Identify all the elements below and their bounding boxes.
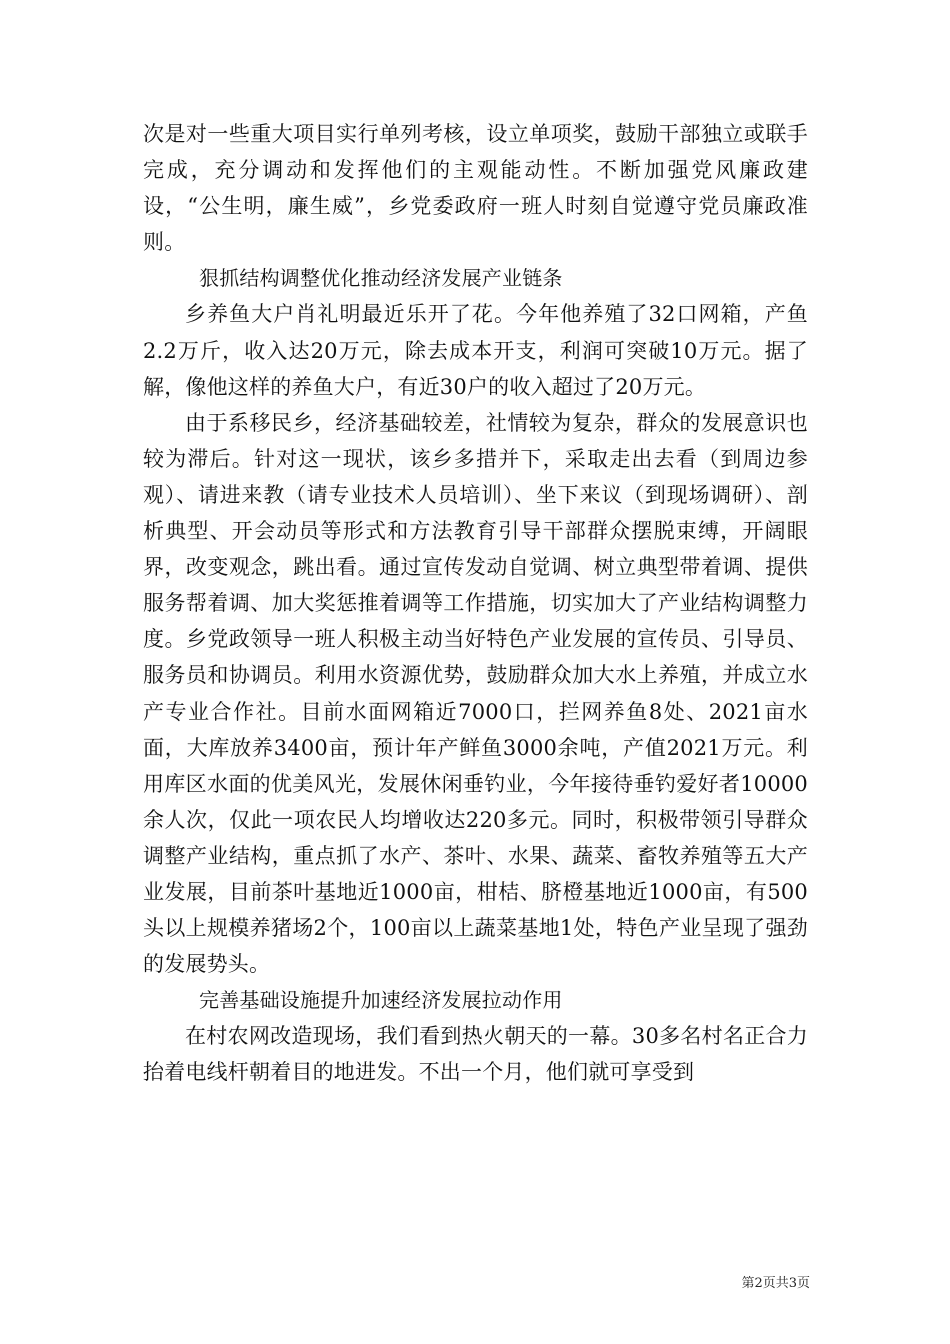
section-heading-infrastructure: 完善基础设施提升加速经济发展拉动作用 xyxy=(199,988,563,1013)
body-paragraph-power-grid: 在村农网改造现场，我们看到热火朝天的一幕。30多名村名正合力抬着电线杆朝着目的地进发。不出一个月，他们就可享受到 xyxy=(143,1024,808,1085)
page-number: 第2页共3页 xyxy=(741,1276,810,1291)
section-heading-structure-adjustment: 狠抓结构调整优化推动经济发展产业链条 xyxy=(199,266,563,291)
body-paragraph-fish-farmer: 乡养鱼大户肖礼明最近乐开了花。今年他养殖了32口网箱，产鱼2.2万斤，收入达20万元，除去成本开支，利润可突破10万元。据了解，像他这样的养鱼大户，有近30户的收入超过了20万元。 xyxy=(143,302,808,399)
document-body xyxy=(143,116,808,1091)
body-paragraph-1: 次是对一些重大项目实行单列考核，设立单项奖，鼓励干部独立或联手完成，充分调动和发挥他们的主观能动性。不断加强党风廉政建设，“公生明，廉生威”，乡党委政府一班人时刻自觉遵守党员廉政准则。 xyxy=(143,122,808,255)
body-paragraph-industry-development: 由于系移民乡，经济基础较差，社情较为复杂，群众的发展意识也较为滞后。针对这一现状，该乡多措并下，采取走出去看（到周边参观）、请进来教（请专业技术人员培训）、坐下来议（到现场调研）、剖析典型、开会动员等形式和方法教育引导干部群众摆脱束缚，开阔眼界，改变观念，跳出看。通过宣传发动自觉调、树立典型带着调、提供服务帮着调、加大奖惩推着调等工作措施，切实加大了产业结构调整力度。乡党政领导一班人积极主动当好特色产业发展的宣传员、引导员、服务员和协调员。利用水资源优势，鼓励群众加大水上养殖，并成立水产专业合作社。目前水面网箱近7000口，拦网养鱼8处、2021亩水面，大库放养3400亩，预计年产鲜鱼3000余吨，产值2021万元。利用库区水面的优美风光，发展休闲垂钓业，今年接待垂钓爱好者10000余人次，仅此一项农民人均增收达220多元。同时，积极带领引导群众调整产业结构，重点抓了水产、茶叶、水果、蔬菜、畜牧养殖等五大产业发展，目前茶叶基地近1000亩，柑桔、脐橙基地近1000亩，有500头以上规模养猪场2个，100亩以上蔬菜基地1处，特色产业呈现了强劲的发展势头。 xyxy=(143,410,808,977)
